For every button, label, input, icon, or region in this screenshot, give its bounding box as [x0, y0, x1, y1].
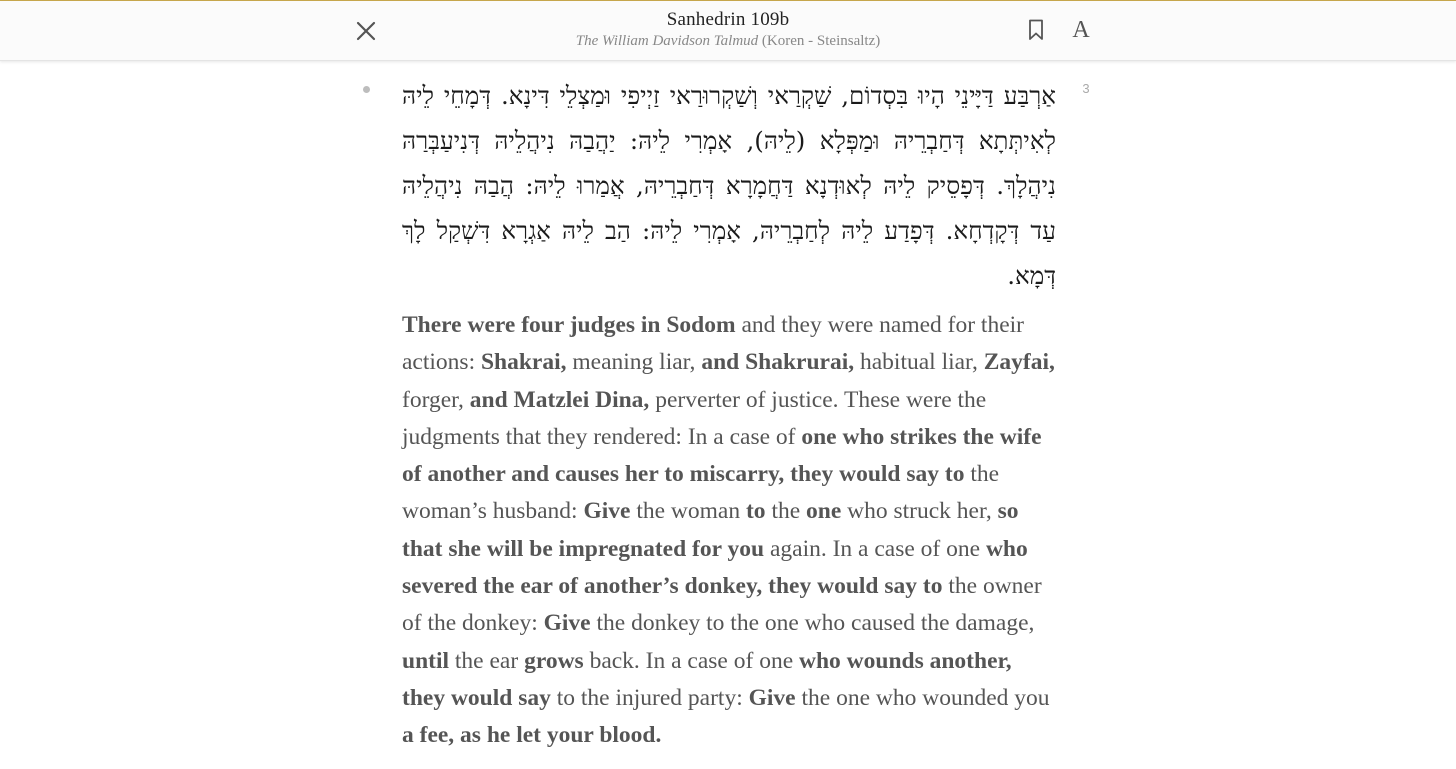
- subtitle-work: The William Davidson Talmud: [575, 33, 759, 49]
- subtitle-edition: (Koren - Steinsaltz): [758, 33, 881, 49]
- bold-translation-run: until: [402, 647, 450, 674]
- translation-run: who struck her,: [841, 498, 998, 525]
- bold-translation-run: grows: [524, 647, 584, 674]
- bold-translation-run: so that she will be impregnated for you: [402, 498, 1019, 562]
- bold-translation-run: and Shakrurai,: [701, 349, 855, 376]
- translation-run: the donkey to the one who caused the damage,: [590, 610, 1035, 637]
- translation-run: habitual liar,: [854, 349, 984, 376]
- translation-run: meaning liar,: [566, 349, 702, 376]
- translation-run: the owner of the donkey:: [402, 573, 1042, 637]
- close-icon: [356, 21, 376, 41]
- translation-run: the ear: [449, 647, 525, 674]
- translation-run: again. In a case of one: [764, 535, 986, 562]
- bold-translation-run: Give: [543, 610, 591, 637]
- segment-number: 3: [1082, 81, 1090, 96]
- close-button[interactable]: [350, 15, 382, 47]
- bold-translation-run: There were four judges in Sodom: [402, 312, 736, 338]
- bold-translation-run: one: [806, 498, 842, 525]
- translation-run: back. In a case of one: [583, 647, 799, 674]
- bookmark-icon: [1028, 19, 1044, 41]
- translation-run: perverter of justice. These were the judgments that they rendered: In a case of: [402, 386, 987, 450]
- bold-translation-run: who wounds another, they would say: [402, 647, 1012, 711]
- font-icon: A: [1072, 16, 1090, 43]
- font-settings-button[interactable]: [1066, 14, 1096, 46]
- translation-run: to the injured party:: [550, 684, 749, 711]
- segment-dot-marker: [363, 86, 370, 93]
- bold-translation-run: to: [745, 498, 766, 525]
- hebrew-segment-text[interactable]: אַרְבַּע דַּיָּינֵי הָיוּ בִּסְדוֹם, שַׁקְרַאי וְשַׁקְרוּרַאי זַיְיפִי וּמַצְלֵי דִּינָא. דְּמָחֵי לֵיהּ לְאִיתְּתָא דְּחַבְרֵיהּ וּמַפְּלָא (לֵיהּ), אָמְרִי לֵיהּ: יַהֲבַהּ נִיהֲלֵיהּ דְּנִיעַבְּרַהּ נִיהֲלָךְ. דְּפָסֵיק לֵיהּ לְאוּדְנָא דַּחֲמָרָא דְּחַבְרֵיהּ, אֲמַרוּ לֵיהּ: הֲבַהּ נִיהֲלֵיהּ עַד דְּקָדְחָא. דְּפָדַע לֵיהּ לְחַבְרֵיהּ, אָמְרִי לֵיהּ: הַב לֵיהּ אַגְרָא דִּשְׁקַל לָךְ דְּמָא.: [402, 81, 1056, 290]
- translation-run: the: [765, 498, 807, 525]
- bold-translation-run: and Matzlei Dina,: [469, 386, 650, 413]
- header-title-block: [528, 9, 928, 51]
- bold-translation-run: one who strikes the wife of another and causes her to miscarry, they would say to: [402, 423, 1042, 488]
- page-subtitle: [528, 31, 928, 51]
- page-title: Sanhedrin 109b: [666, 9, 790, 30]
- translation-run: forger,: [402, 386, 470, 413]
- bold-translation-run: Give: [583, 498, 631, 525]
- bold-translation-run: Give: [748, 684, 796, 711]
- bold-translation-run: a fee, as he let your blood.: [402, 722, 662, 749]
- translation-run: and they were named for their actions:: [402, 312, 1024, 376]
- bold-translation-run: who severed the ear of another’s donkey, they would say to: [402, 535, 1028, 600]
- top-bar: [0, 1, 1456, 61]
- translation-run: the woman’s husband:: [402, 461, 1000, 525]
- translation-run: the woman: [630, 498, 746, 525]
- bookmark-button[interactable]: [1023, 15, 1049, 45]
- bold-translation-run: Zayfai,: [983, 349, 1055, 376]
- bold-translation-run: Shakrai,: [480, 349, 567, 376]
- english-segment-text[interactable]: [402, 307, 1056, 755]
- translation-run: the one who wounded you: [795, 684, 1050, 711]
